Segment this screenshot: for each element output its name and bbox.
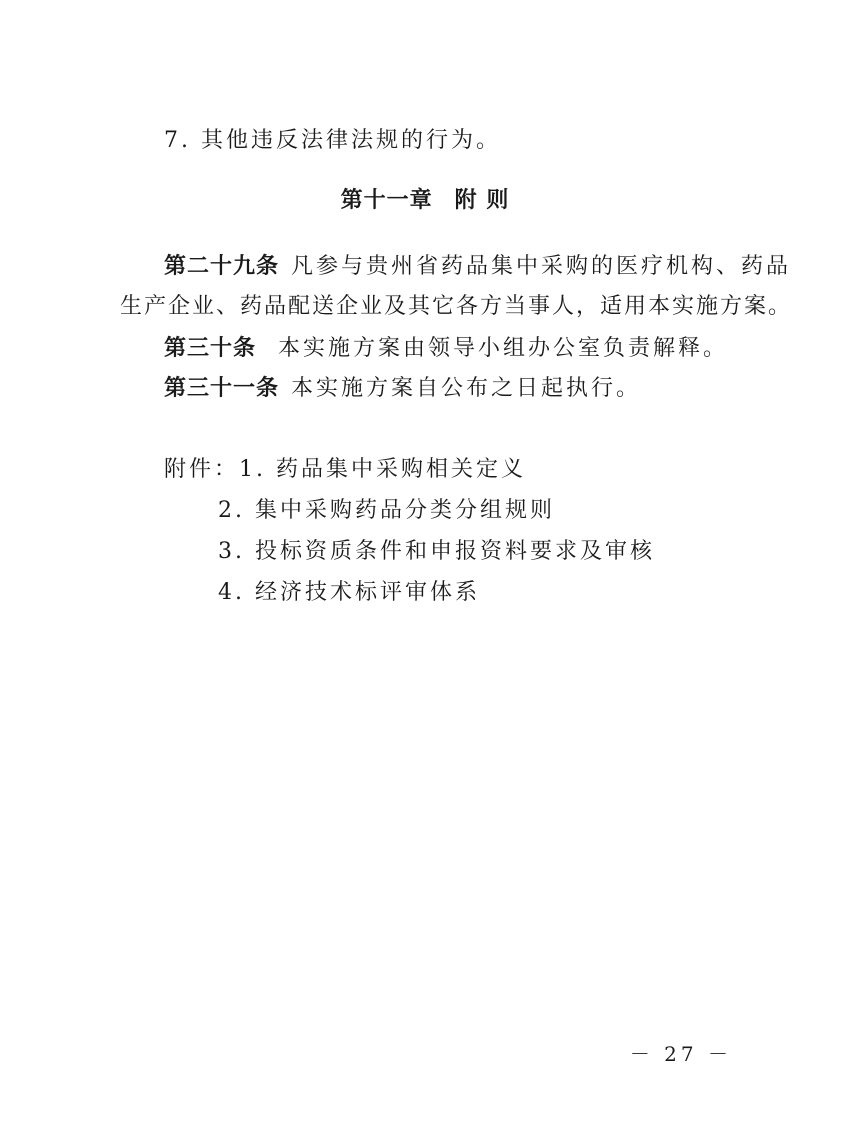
chapter-number: 第十一章 bbox=[340, 188, 433, 213]
attachment-item: 1. 药品集中采购相关定义 bbox=[239, 457, 526, 482]
attachments-line1 bbox=[164, 455, 526, 485]
article-29-line1 bbox=[164, 252, 791, 282]
attachment-item: 3. 投标资质条件和申报资料要求及审核 bbox=[218, 539, 655, 564]
article-label: 第二十九条 bbox=[164, 254, 280, 279]
attachments-prefix: 附件： bbox=[164, 457, 240, 482]
list-item-7: 7. 其他违反法律法规的行为。 bbox=[164, 128, 501, 153]
attachment-item: 2. 集中采购药品分类分组规则 bbox=[218, 498, 555, 523]
chapter-title: 附 则 bbox=[454, 188, 510, 213]
article-30 bbox=[164, 334, 728, 364]
article-text: 本实施方案由领导小组办公室负责解释。 bbox=[278, 336, 729, 361]
article-text: 凡参与贵州省药品集中采购的医疗机构、药品 bbox=[291, 254, 792, 279]
chapter-heading bbox=[0, 186, 850, 216]
attachment-item: 4. 经济技术标评审体系 bbox=[218, 580, 480, 605]
article-text: 本实施方案自公布之日起执行。 bbox=[291, 376, 642, 401]
article-29-line2: 生产企业、药品配送企业及其它各方当事人，适用本实施方案。 bbox=[120, 294, 793, 319]
article-31 bbox=[164, 374, 641, 404]
page-number: － 27 － bbox=[629, 1042, 732, 1066]
article-label: 第三十一条 bbox=[164, 376, 280, 401]
article-label: 第三十条 bbox=[164, 336, 257, 361]
